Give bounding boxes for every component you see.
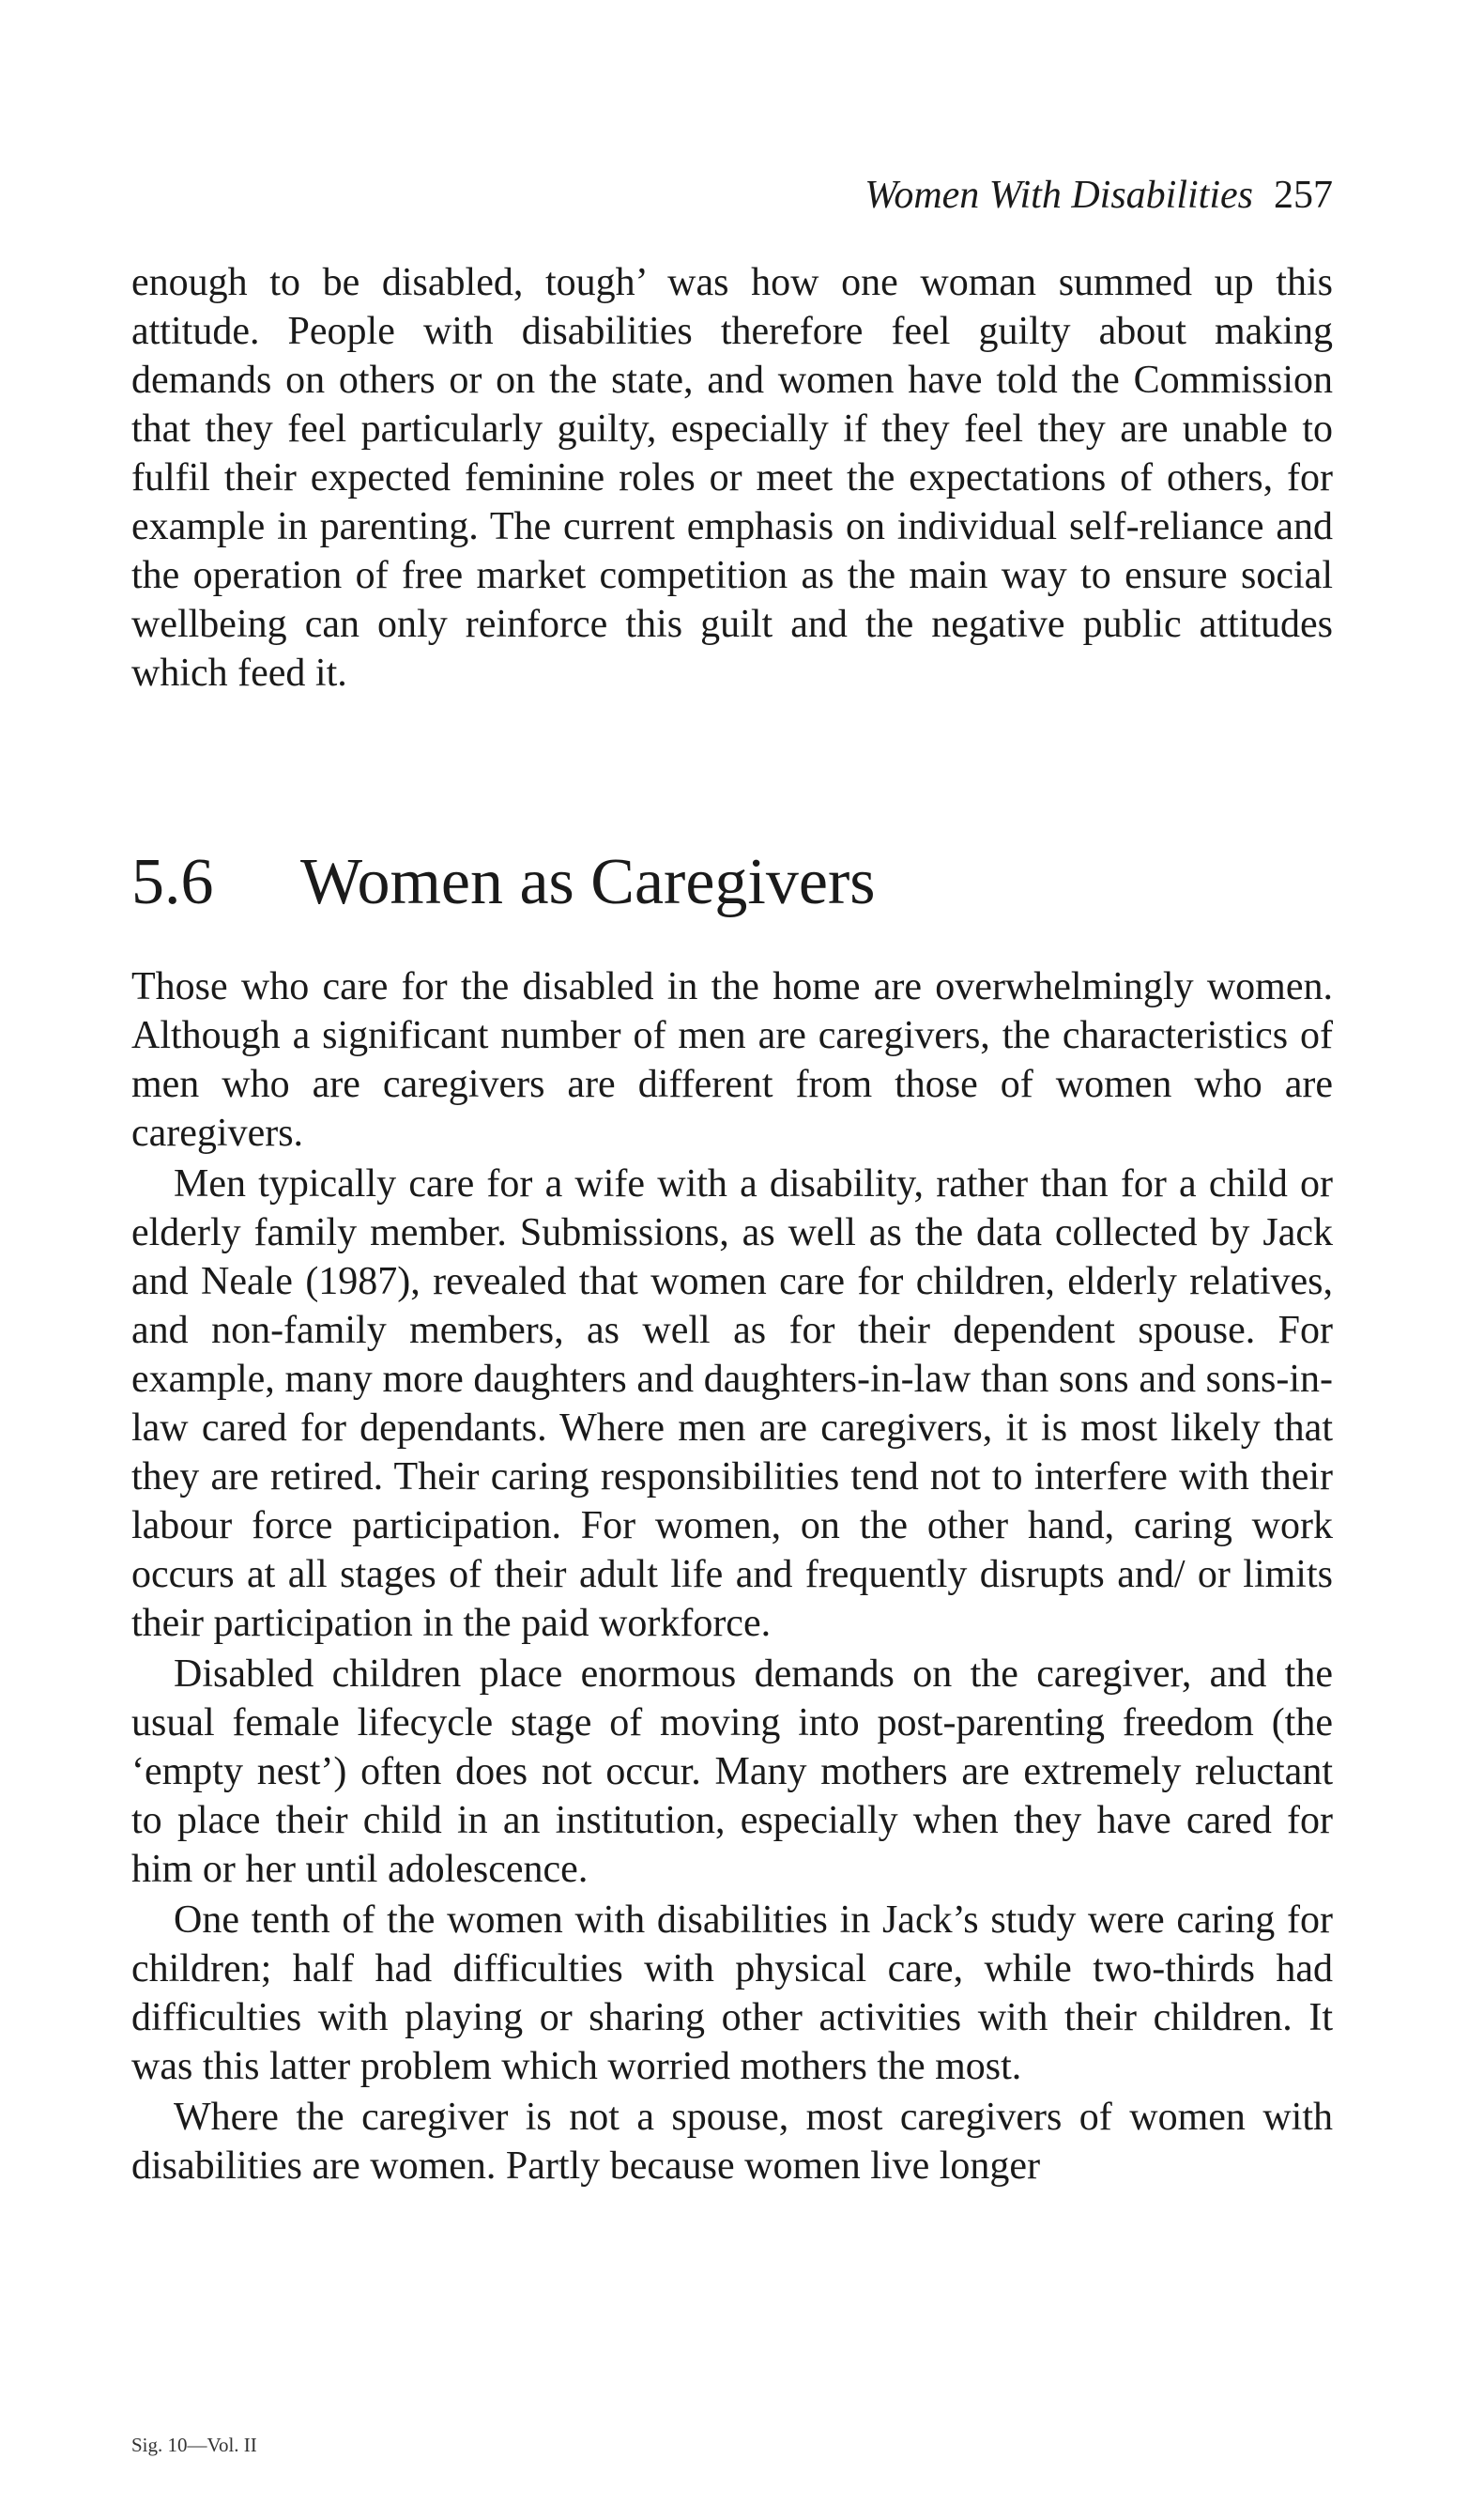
body-paragraph: Those who care for the disabled in the home are overwhelmingly women. Although a significant number of men are caregivers, the characteristics of men who are caregivers are different from those of women who are caregivers. <box>131 965 1333 1155</box>
body-paragraph: One tenth of the women with disabilities in Jack’s study were caring for children; half had difficulties with physical care, while two-thirds had difficulties with playing or sharing other activities with their children. It was this latter problem which worried mothers the most. <box>131 1898 1333 2088</box>
running-head-title: Women With Disabilities <box>864 174 1253 217</box>
section-title: Women as Caregivers <box>300 846 876 918</box>
signature-mark: Sig. 10—Vol. II <box>131 2434 257 2456</box>
section-body <box>131 962 1333 2192</box>
section-number: 5.6 <box>131 846 214 918</box>
page-number: 257 <box>1274 174 1333 217</box>
body-paragraph: Disabled children place enormous demands on the caregiver, and the usual female lifecycle stage of moving into post-parenting freedom (the ‘empty nest’) often does not occur. Many mothers are extremely reluctant to place their child in an institution, especially when they have cared for him or her until adolescence. <box>131 1652 1333 1891</box>
continued-paragraph: enough to be disabled, tough’ was how one woman summed up this attitude. People with disabilities therefore feel guilty about making demands on others or on the state, and women have told the Commission that they feel particularly guilty, especially if they feel they are unable to fulfil their expected feminine roles or meet the expectations of others, for example in parenting. The current emphasis on individual self-reliance and the operation of free market competition as the main way to ensure social wellbeing can only reinforce this guilt and the negative public attitudes which feed it. <box>131 261 1333 695</box>
section-heading <box>131 840 876 925</box>
running-head <box>131 169 1333 222</box>
continued-paragraph-block <box>131 258 1333 698</box>
body-paragraph: Men typically care for a wife with a disability, rather than for a child or elderly family member. Submissions, as well as the data collected by Jack and Neale (1987), revealed that women care for children, elderly relatives, and non-family members, as well as for their dependent spouse. For example, many more daughters and daughters-in-law than sons and sons-in-law cared for dependants. Where men are caregivers, it is most likely that they are retired. Their caring responsibilities tend not to interfere with their labour force participation. For women, on the other hand, caring work occurs at all stages of their adult life and frequently disrupts and/ or limits their participation in the paid workforce. <box>131 1162 1333 1645</box>
body-paragraph: Where the caregiver is not a spouse, most caregivers of women with disabilities are women. Partly because women live longer <box>131 2096 1333 2188</box>
